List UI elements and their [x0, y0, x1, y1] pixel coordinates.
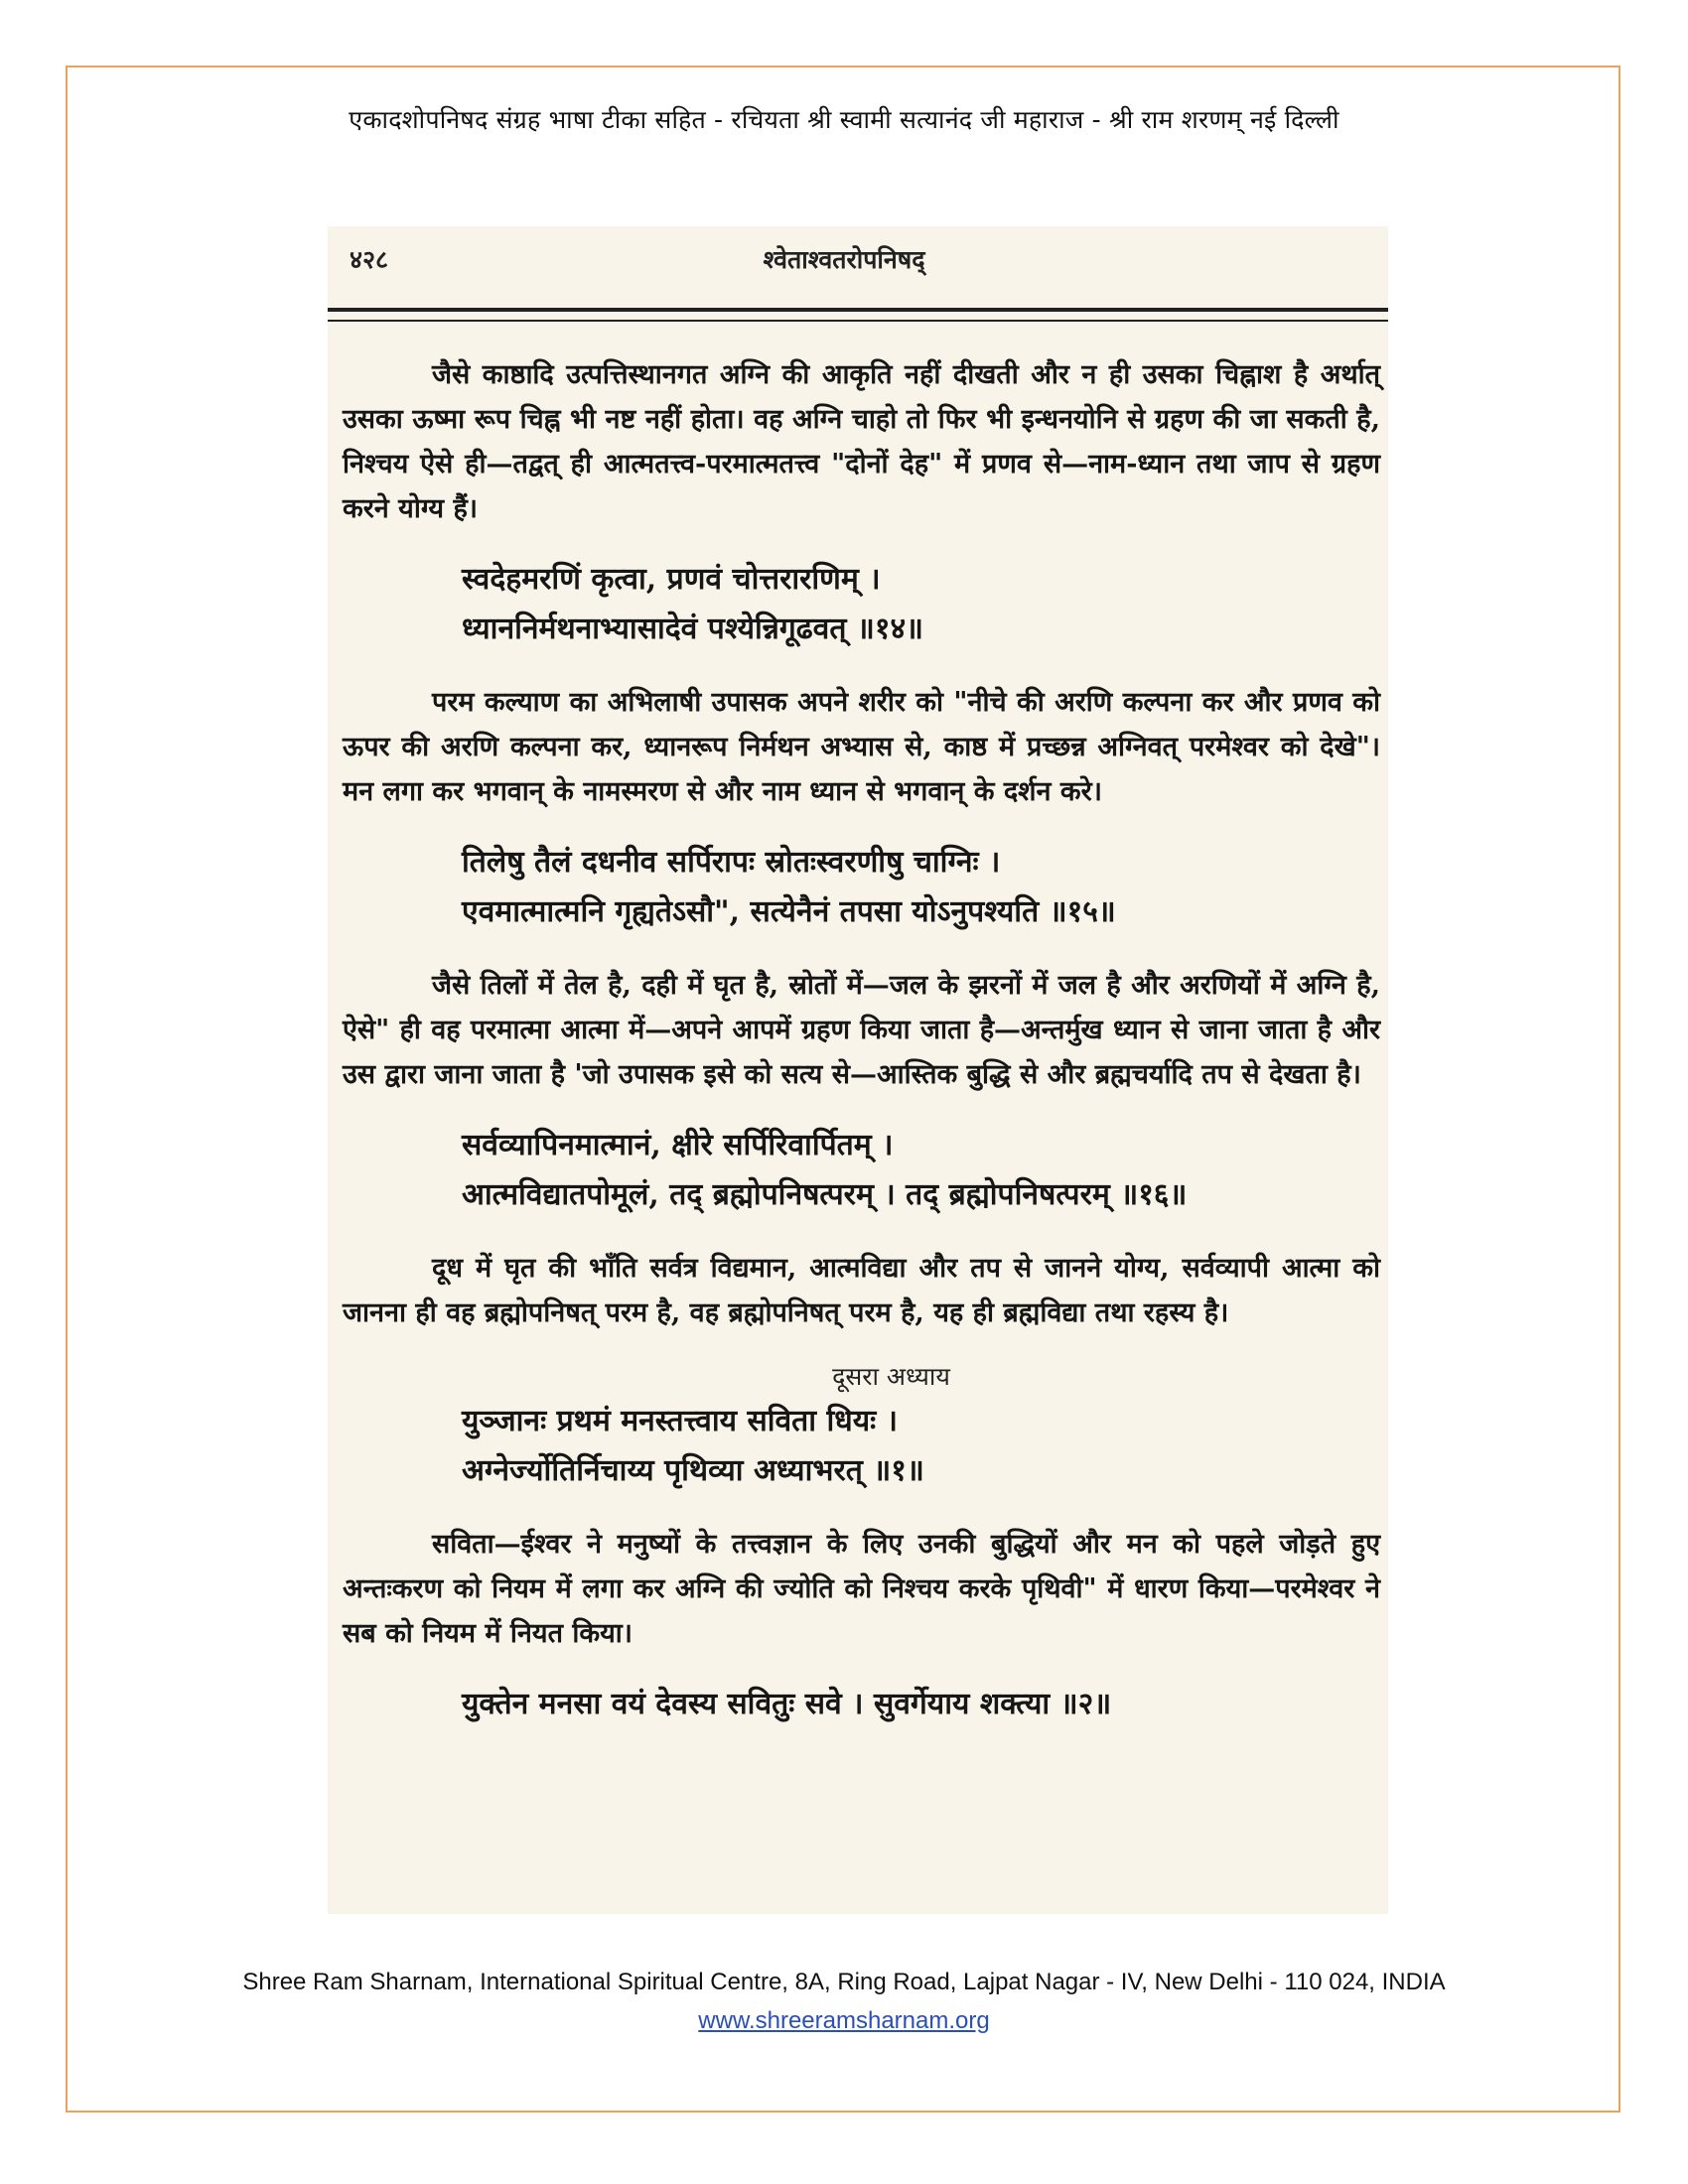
verse-line: अग्नेर्ज्योतिर्निचाय्य पृथिव्या अध्याभरत् ॥१॥ [462, 1453, 924, 1488]
footer-address: Shree Ram Sharnam, International Spiritual Centre, 8A, Ring Road, Lajpat Nagar - IV, New Delhi - 110 024, INDIA [242, 1969, 1446, 1995]
commentary-paragraph: दूध में घृत की भाँति सर्वत्र विद्यमान, आत्मविद्या और तप से जानने योग्य, सर्वव्यापी आत्मा को जानना ही वह ब्रह्मोपनिषत् परम है, वह ब्रह्मोपनिषत् परम है, यह ही ब्रह्मविद्या तथा रहस्य है। [343, 1253, 1380, 1328]
chapter-heading: दूसरा अध्याय [832, 1362, 950, 1391]
commentary-paragraph: परम कल्याण का अभिलाषी उपासक अपने शरीर को "नीचे की अरणि कल्पना कर और प्रणव को ऊपर की अरणि कल्पना कर, ध्यानरूप निर्मथन अभ्यास से, काष्ठ में प्रच्छन्न अग्निवत् परमेश्वर को देखे"। मन लगा कर भगवान् के नामस्मरण से और नाम ध्यान से भगवान् के दर्शन करे। [343, 687, 1380, 807]
verse-line: ध्याननिर्मथनाभ्यासादेवं पश्येन्निगूढवत् ॥१४॥ [462, 612, 924, 646]
header-rule [328, 308, 1388, 312]
verse-line: आत्मविद्यातपोमूलं, तद् ब्रह्मोपनिषत्परम् । तद् ब्रह्मोपनिषत्परम् ॥१६॥ [462, 1177, 1188, 1212]
commentary-paragraph: जैसे काष्ठादि उत्पत्तिस्थानगत अग्नि की आकृति नहीं दीखती और न ही उसका चिह्नाश है अर्थात् उसका ऊष्मा रूप चिह्न भी नष्ट नहीं होता। वह अग्नि चाहो तो फिर भी इन्धनयोनि से ग्रहण की जा सकती है, निश्चय ऐसे ही—तद्वत् ही आत्मतत्त्व-परमात्मतत्त्व "दोनों देह" में प्रणव से—नाम-ध्यान तथा जाप से ग्रहण करने योग्य हैं। [343, 359, 1380, 524]
verse-line: युक्तेन मनसा वयं देवस्य सवितुः सवे । सुवर्गेयाय शक्त्या ॥२॥ [462, 1687, 1112, 1721]
verse-line: युञ्जानः प्रथमं मनस्तत्त्वाय सविता धियः । [462, 1404, 898, 1438]
verse-line: स्वदेहमरणिं कृत्वा, प्रणवं चोत्तरारणिम् । [462, 562, 881, 597]
commentary-paragraph: सविता—ईश्वर ने मनुष्यों के तत्त्वज्ञान के लिए उनकी बुद्धियों और मन को पहले जोड़ते हुए अन्तःकरण को नियम में लगा कर अग्नि की ज्योति को निश्चय करके पृथिवी" में धारण किया—परमेश्वर ने सब को नियम में नियत किया। [343, 1529, 1380, 1649]
sanskrit-verse [343, 1397, 1380, 1496]
verse-line: सर्वव्यापिनमात्मानं, क्षीरे सर्पिरिवार्पितम् । [462, 1128, 894, 1162]
commentary-paragraph: जैसे तिलों में तेल है, दही में घृत है, स्रोतों में—जल के झरनों में जल है और अरणियों में अग्नि है, ऐसे" ही वह परमात्मा आत्मा में—अपने आपमें ग्रहण किया जाता है—अन्तर्मुख ध्यान से जाना जाता है और उस द्वारा जाना जाता है 'जो उपासक इसे को सत्य से—आस्तिक बुद्धि से और ब्रह्मचर्यादि तप से देखता है। [343, 970, 1380, 1090]
book-header: एकादशोपनिषद संग्रह भाषा टीका सहित - रचियता श्री स्वामी सत्यानंद जी महाराज - श्री राम शरणम् नई दिल्ली [349, 105, 1339, 134]
page-number: ४२८ [350, 245, 389, 274]
website-link[interactable]: www.shreeramsharnam.org [698, 2007, 990, 2034]
verse-line: तिलेषु तैलं दधनीव सर्पिरापः स्रोतःस्वरणीषु चाग्निः । [462, 845, 1001, 880]
header-rule-thin [328, 320, 1388, 322]
verse-line: एवमात्मात्मनि गृह्यतेऽसौ", सत्येनैनं तपसा योऽनुपश्यति ॥१५॥ [462, 894, 1116, 929]
running-title: श्वेताश्वतरोपनिषद् [763, 245, 925, 274]
page-body [343, 352, 1380, 1755]
sanskrit-verse [343, 1680, 1380, 1729]
sanskrit-verse [343, 838, 1380, 937]
sanskrit-verse [343, 555, 1380, 654]
sanskrit-verse [343, 1121, 1380, 1220]
footer-link-wrapper [0, 2007, 1688, 2035]
